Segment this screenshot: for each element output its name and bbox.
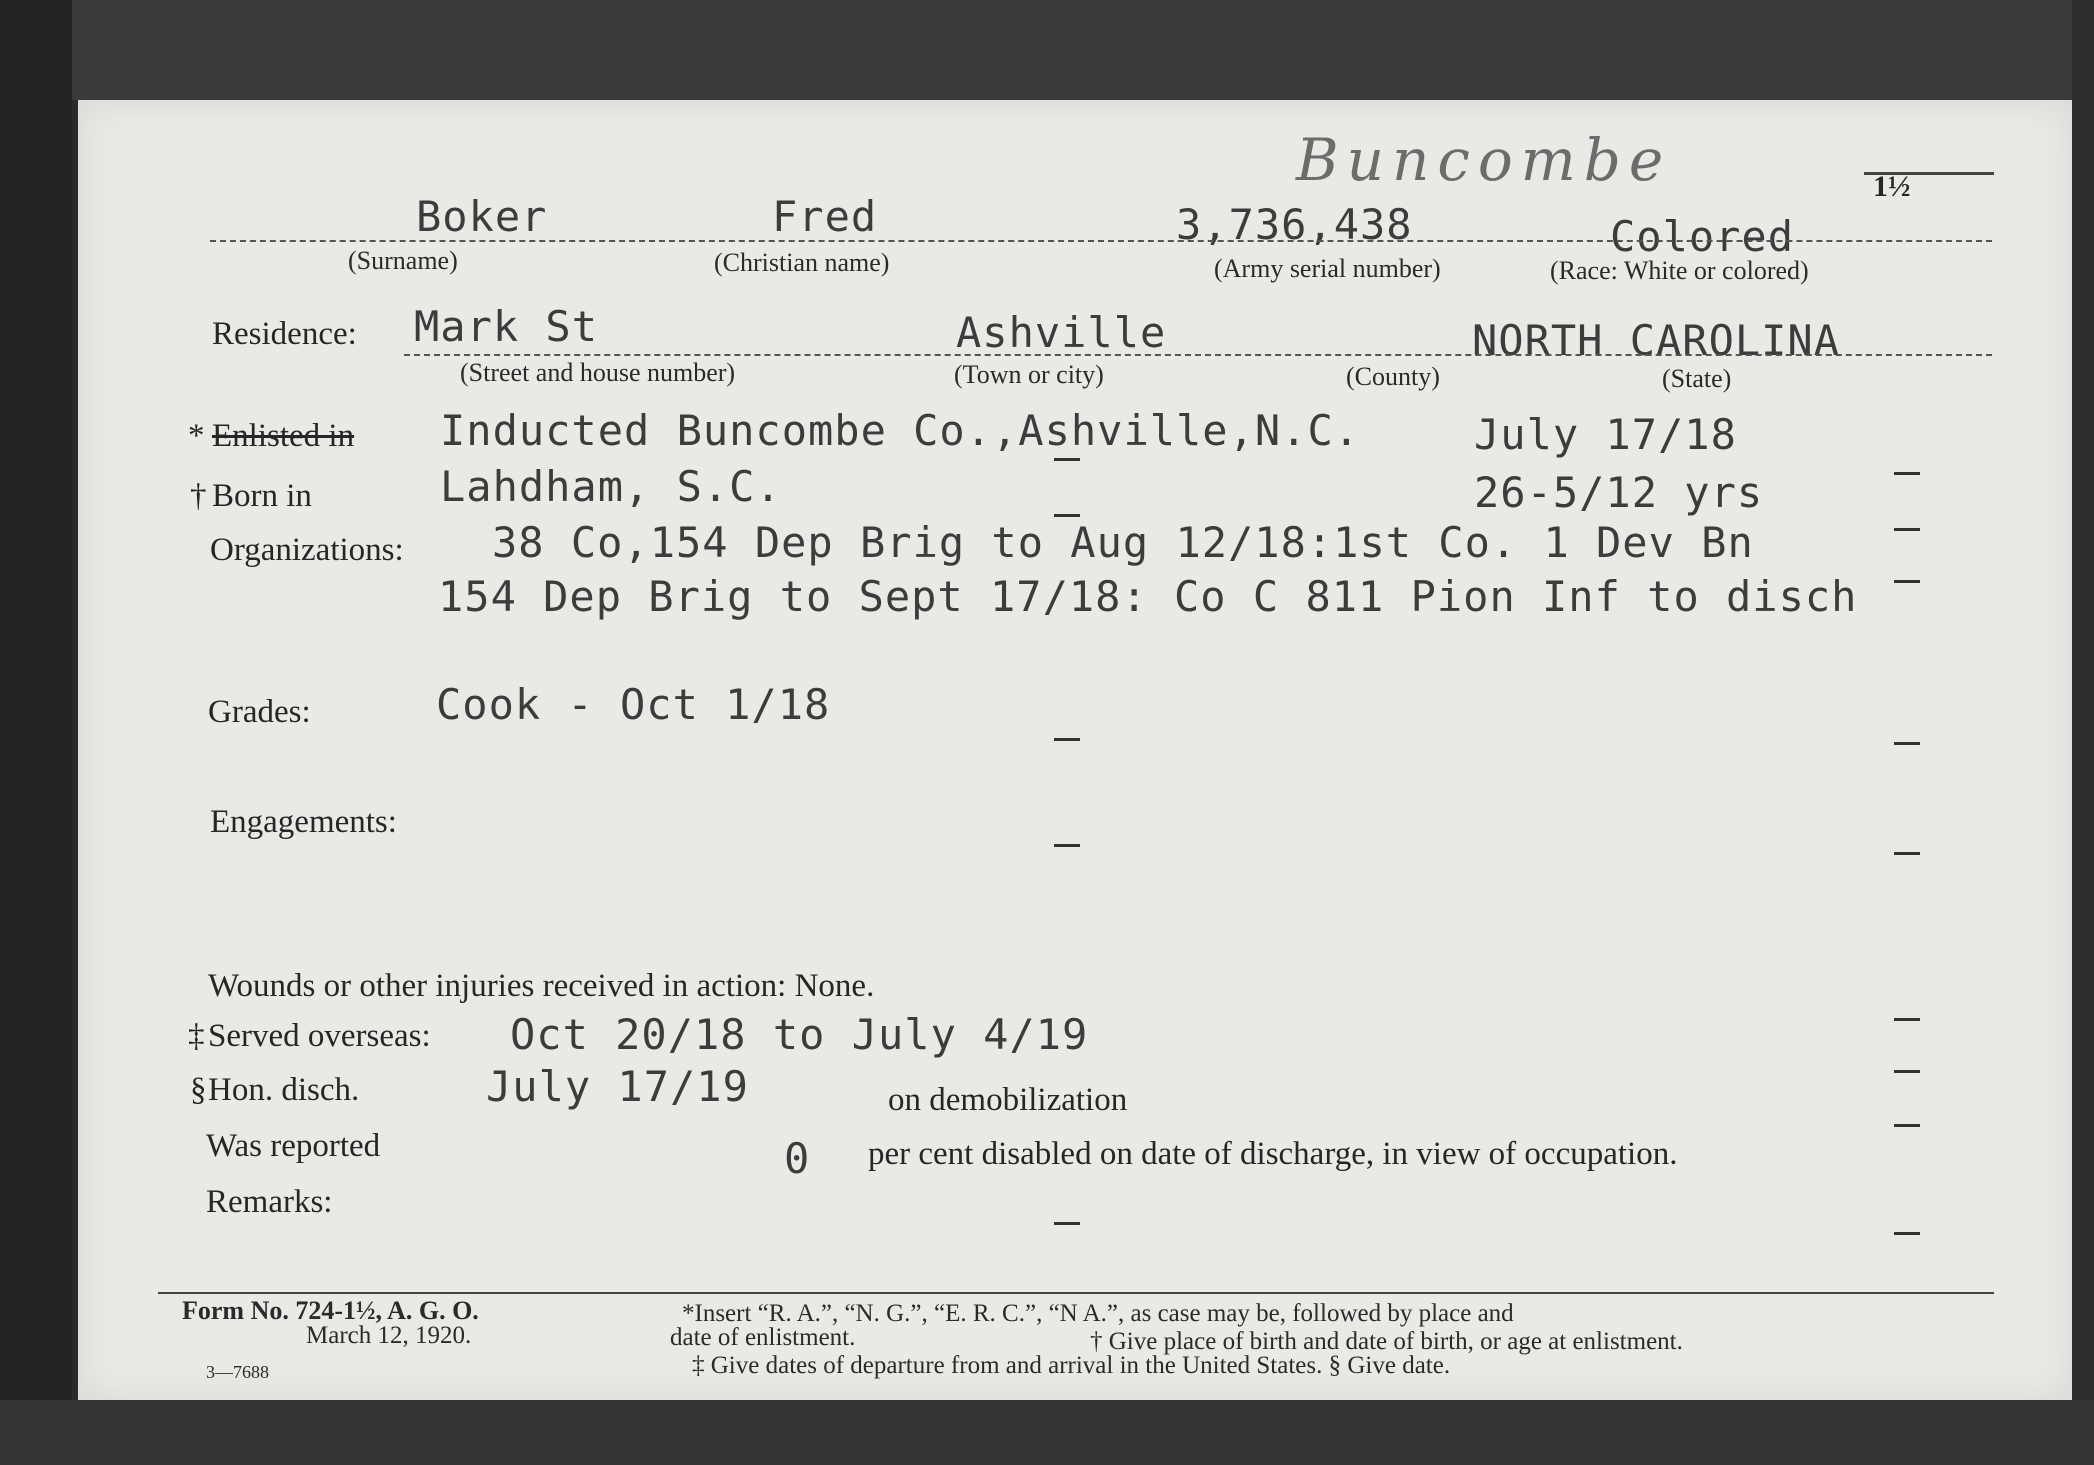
residence-label: Residence:	[212, 316, 357, 352]
scan-background-left	[0, 0, 72, 1465]
disability-statement: per cent disabled on date of discharge, in view of occupation.	[868, 1136, 1678, 1172]
remarks-label: Remarks:	[206, 1184, 333, 1220]
enlisted-date: July 17/18	[1474, 410, 1737, 459]
margin-dash	[1894, 1018, 1920, 1021]
footnote-enlistment: *Insert “R. A.”, “N. G.”, “E. R. C.”, “N A.”, as case may be, followed by place and	[682, 1300, 1514, 1327]
discharge-label: Hon. disch.	[208, 1072, 360, 1108]
overseas-value: Oct 20/18 to July 4/19	[510, 1010, 1089, 1059]
card-number: 1½	[1873, 170, 1911, 203]
margin-dash	[1894, 580, 1920, 583]
scan-background-top	[0, 0, 2094, 100]
center-dash	[1054, 844, 1080, 847]
discharge-note: on demobilization	[888, 1082, 1128, 1118]
margin-dash	[1894, 852, 1920, 855]
center-dash	[1054, 738, 1080, 741]
wounds-text: Wounds or other injuries received in action: None.	[208, 968, 875, 1004]
race-value: Colored	[1610, 212, 1795, 261]
organizations-line-1: 38 Co,154 Dep Brig to Aug 12/18:1st Co. 1 Dev Bn	[492, 518, 1754, 567]
born-label: Born in	[212, 478, 312, 514]
born-age: 26-5/12 yrs	[1474, 468, 1764, 517]
margin-dash	[1894, 528, 1920, 531]
organizations-line-2: 154 Dep Brig to Sept 17/18: Co C 811 Pion Inf to disch	[438, 572, 1858, 621]
footnote-overseas: ‡ Give dates of departure from and arrival in the United States. § Give date.	[692, 1352, 1451, 1379]
footnote-birth: † Give place of birth and date of birth, or age at enlistment.	[1090, 1328, 1683, 1355]
footnote-enlistment-date: date of enlistment.	[670, 1324, 856, 1351]
service-record-card	[78, 100, 2072, 1400]
engagements-label: Engagements:	[210, 804, 397, 840]
christian-name-value: Fred	[772, 192, 878, 241]
overseas-marker: ‡	[188, 1018, 205, 1054]
scan-background-bottom	[0, 1400, 2094, 1465]
discharge-date: July 17/19	[486, 1062, 749, 1111]
county-caption: (County)	[1346, 362, 1440, 391]
residence-row-line	[404, 354, 1992, 356]
margin-dash	[1894, 742, 1920, 745]
reported-label: Was reported	[206, 1128, 381, 1164]
margin-dash	[1894, 1232, 1920, 1235]
print-code: 3—7688	[206, 1362, 269, 1382]
street-caption: (Street and house number)	[460, 358, 736, 387]
overseas-label: Served overseas:	[208, 1018, 431, 1054]
form-date: March 12, 1920.	[306, 1322, 472, 1349]
residence-state-value: NORTH CAROLINA	[1472, 316, 1841, 365]
center-dash	[1054, 1222, 1080, 1225]
handwritten-county-annotation: Buncombe	[1296, 126, 1672, 194]
grades-label: Grades:	[208, 694, 311, 730]
residence-street-value: Mark St	[414, 302, 599, 351]
disability-percent-value: 0	[784, 1134, 811, 1183]
scan-background-right	[2072, 0, 2094, 1465]
name-row-line	[210, 240, 1992, 242]
born-value: Lahdham, S.C.	[440, 462, 782, 511]
margin-dash	[1894, 1124, 1920, 1127]
center-dash	[1054, 514, 1080, 517]
serial-number-caption: (Army serial number)	[1214, 254, 1441, 283]
margin-dash	[1894, 472, 1920, 475]
form-number: Form No. 724-1½, A. G. O.	[182, 1296, 479, 1325]
born-marker: †	[190, 478, 207, 514]
discharge-marker: §	[190, 1072, 207, 1108]
organizations-label: Organizations:	[210, 532, 404, 568]
grades-value: Cook - Oct 1/18	[436, 680, 831, 729]
footer-rule	[158, 1292, 1994, 1294]
surname-value: Boker	[416, 192, 548, 241]
enlisted-label: Enlisted in	[212, 418, 355, 454]
surname-caption: (Surname)	[348, 246, 458, 275]
serial-number-value: 3,736,438	[1176, 200, 1413, 249]
race-caption: (Race: White or colored)	[1550, 256, 1809, 285]
town-caption: (Town or city)	[954, 360, 1104, 389]
christian-name-caption: (Christian name)	[714, 248, 890, 277]
residence-town-value: Ashville	[956, 308, 1167, 357]
margin-dash	[1894, 1070, 1920, 1073]
center-dash	[1054, 458, 1080, 461]
state-caption: (State)	[1662, 364, 1732, 393]
enlisted-marker: *	[188, 418, 205, 454]
enlisted-value: Inducted Buncombe Co.,Ashville,N.C.	[440, 406, 1361, 455]
